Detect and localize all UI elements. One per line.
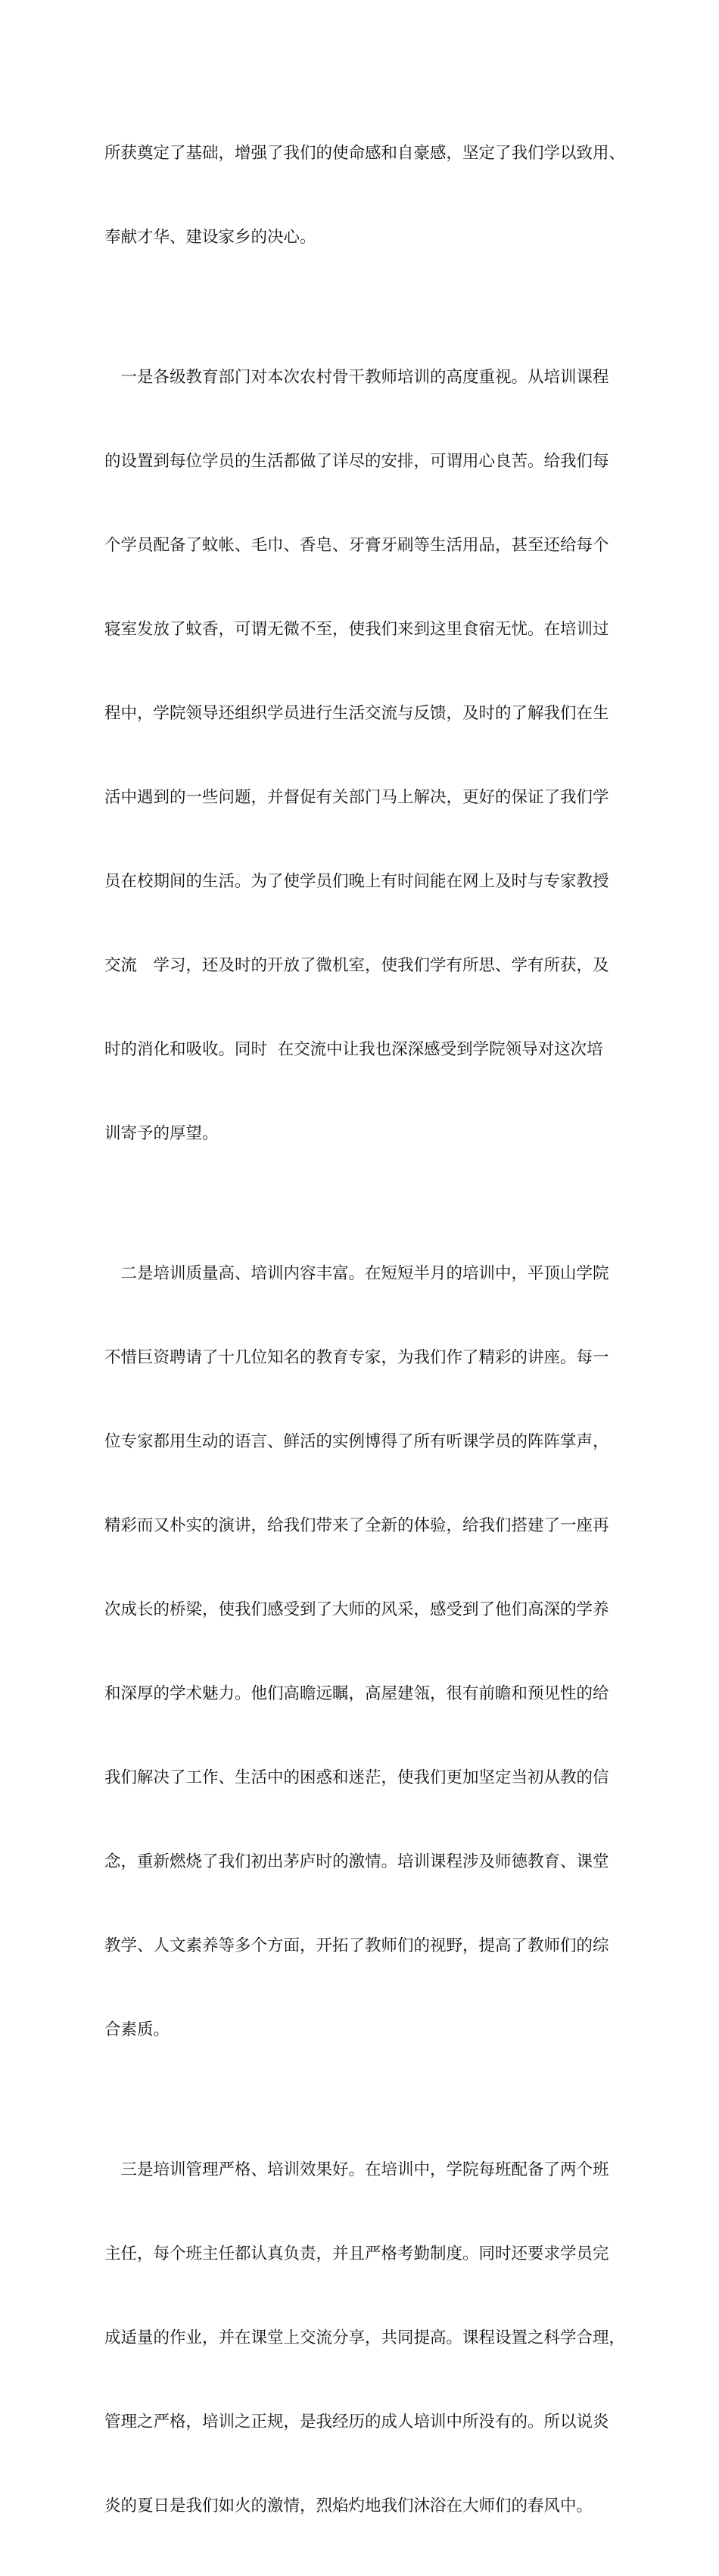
- text-line: 我们解决了工作、生活中的困惑和迷茫，使我们更加坚定当初从教的信: [104, 1768, 609, 1787]
- text-line: 所获奠定了基础，增强了我们的使命感和自豪感，坚定了我们学以致用、: [104, 144, 626, 163]
- text-line: 二是培训质量高、培训内容丰富。在短短半月的培训中，平顶山学院: [104, 1264, 609, 1283]
- text-line: 时的消化和吸收。同时 在交流中让我也深深感受到学院领导对这次培: [104, 1040, 603, 1059]
- text-line: 位专家都用生动的语言、鲜活的实例博得了所有听课学员的阵阵掌声，: [104, 1432, 609, 1451]
- text-line: 寝室发放了蚊香，可谓无微不至，使我们来到这里食宿无忧。在培训过: [104, 620, 609, 639]
- text-line: 精彩而又朴实的演讲，给我们带来了全新的体验，给我们搭建了一座再: [104, 1516, 609, 1535]
- text-line: 教学、人文素养等多个方面，开拓了教师们的视野，提高了教师们的综: [104, 1936, 609, 1955]
- text-line: 成适量的作业，并在课堂上交流分享，共同提高。课程设置之科学合理，: [104, 2328, 626, 2347]
- text-line: 炎的夏日是我们如火的激情，烈焰灼地我们沐浴在大师们的春风中。: [104, 2497, 593, 2515]
- paragraph-three: [104, 2100, 626, 2576]
- text-line: 次成长的桥梁，使我们感受到了大师的风采，感受到了他们高深的学养: [104, 1600, 609, 1619]
- paragraph-two: [104, 1204, 619, 2100]
- text-line: 个学员配备了蚊帐、毛巾、香皂、牙膏牙刷等生活用品，甚至还给每个: [104, 536, 609, 555]
- text-line: 员在校期间的生活。为了使学员们晚上有时间能在网上及时与专家教授: [104, 872, 609, 891]
- text-line: 三是培训管理严格、培训效果好。在培训中，学院每班配备了两个班: [104, 2160, 609, 2179]
- text-line: 奉献才华、建设家乡的决心。: [104, 228, 316, 247]
- paragraph-intro: [104, 83, 626, 307]
- text-line: 训寄予的厚望。: [104, 1124, 219, 1143]
- document-body: [104, 83, 626, 2576]
- text-line: 不惜巨资聘请了十几位知名的教育专家，为我们作了精彩的讲座。每一: [104, 1348, 609, 1367]
- text-line: 活中遇到的一些问题，并督促有关部门马上解决，更好的保证了我们学: [104, 788, 609, 807]
- text-line: 念，重新燃烧了我们初出茅庐时的激情。培训课程涉及师德教育、课堂: [104, 1852, 609, 1871]
- paragraph-one: [104, 307, 619, 1204]
- text-line: 一是各级教育部门对本次农村骨干教师培训的高度重视。从培训课程: [104, 368, 609, 387]
- text-line: 合素质。: [104, 2020, 170, 2039]
- text-line: 主任，每个班主任都认真负责，并且严格考勤制度。同时还要求学员完: [104, 2244, 609, 2263]
- text-line: 和深厚的学术魅力。他们高瞻远瞩，高屋建瓴，很有前瞻和预见性的给: [104, 1684, 609, 1703]
- text-line: 管理之严格，培训之正规，是我经历的成人培训中所没有的。所以说炎: [104, 2412, 609, 2431]
- text-line: 程中，学院领导还组织学员进行生活交流与反馈，及时的了解我们在生: [104, 704, 609, 723]
- text-line: 交流 学习，还及时的开放了微机室，使我们学有所思、学有所获，及: [104, 956, 609, 975]
- text-line: 的设置到每位学员的生活都做了详尽的安排，可谓用心良苦。给我们每: [104, 452, 609, 471]
